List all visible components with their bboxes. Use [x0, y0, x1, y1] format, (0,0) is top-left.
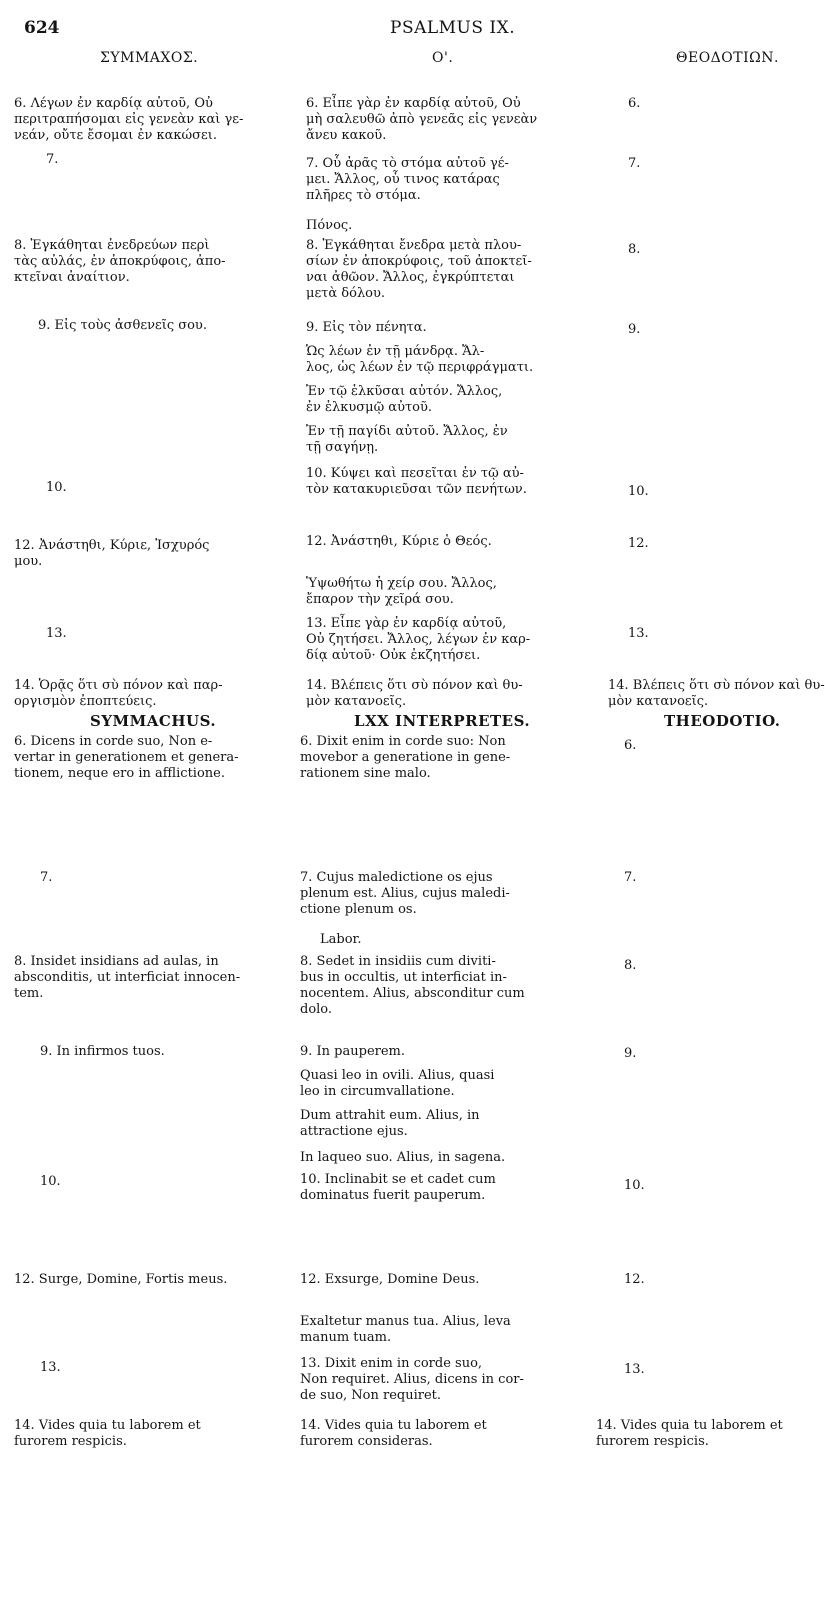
latin-theodotion-13: 13.: [624, 1362, 645, 1377]
col-title-symmachus-greek: ΣΥΜΜΑΧΟΣ.: [100, 50, 199, 66]
greek-symmachus-6: 6. Λέγων ἐν καρδίᾳ αὐτοῦ, Οὐ περιτραπήσομαι εἰς γενεὰν καὶ γε- νεάν, οὔτε ἔσομαι ἐν κακώσει.: [14, 96, 244, 143]
latin-lxx-10: 10. Inclinabit se et cadet cum dominatus fuerit pauperum.: [300, 1172, 496, 1203]
col-title-lxx-latin: LXX INTERPRETES.: [354, 712, 531, 730]
latin-theodotion-10: 10.: [624, 1178, 645, 1193]
latin-symmachus-8: 8. Insidet insidians ad aulas, in absconditis, ut interficiat innocen- tem.: [14, 954, 241, 1001]
latin-lxx-13: 13. Dixit enim in corde suo, Non requiret. Alius, dicens in cor- de suo, Non requiret.: [300, 1356, 524, 1403]
greek-theodotion-14: 14. Βλέπεις ὅτι σὺ πόνον καὶ θυ- μὸν κατανοεῖς.: [608, 678, 825, 709]
latin-lxx-labor: Labor.: [320, 932, 362, 947]
greek-lxx-9c: Ἐν τῇ παγίδι αὐτοῦ. Ἄλλος, ἐν τῇ σαγήνῃ.: [306, 424, 508, 455]
latin-lxx-12: 12. Exsurge, Domine Deus.: [300, 1272, 480, 1287]
greek-lxx-12: 12. Ἀνάστηθι, Κύριε ὁ Θεός.: [306, 534, 492, 549]
latin-theodotion-6: 6.: [624, 738, 637, 753]
greek-symmachus-13: 13.: [46, 626, 67, 641]
latin-lxx-8: 8. Sedet in insidiis cum diviti- bus in occultis, ut interficiat in- nocentem. Alius, absconditur cum dolo.: [300, 954, 525, 1017]
greek-symmachus-10: 10.: [46, 480, 67, 495]
greek-theodotion-7: 7.: [628, 156, 641, 171]
latin-theodotion-14: 14. Vides quia tu laborem et furorem respicis.: [596, 1418, 783, 1449]
greek-symmachus-7: 7.: [46, 152, 59, 167]
greek-symmachus-8: 8. Ἐγκάθηται ἐνεδρεύων περὶ τὰς αὐλάς, ἐν ἀποκρύφοις, ἀπο- κτεῖναι ἀναίτιον.: [14, 238, 226, 285]
latin-theodotion-8: 8.: [624, 958, 637, 973]
latin-lxx-9b: Dum attrahit eum. Alius, in attractione ejus.: [300, 1108, 480, 1139]
greek-theodotion-8: 8.: [628, 242, 641, 257]
latin-theodotion-9: 9.: [624, 1046, 637, 1061]
latin-symmachus-14: 14. Vides quia tu laborem et furorem respicis.: [14, 1418, 201, 1449]
latin-symmachus-12: 12. Surge, Domine, Fortis meus.: [14, 1272, 228, 1287]
latin-symmachus-7: 7.: [40, 870, 53, 885]
latin-theodotion-12: 12.: [624, 1272, 645, 1287]
greek-lxx-12a: Ὑψωθήτω ἡ χείρ σου. Ἄλλος, ἔπαρον τὴν χεῖρά σου.: [306, 576, 497, 607]
greek-symmachus-12: 12. Ἀνάστηθι, Κύριε, Ἰσχυρός μου.: [14, 538, 210, 569]
greek-lxx-13: 13. Εἶπε γὰρ ἐν καρδίᾳ αὐτοῦ, Οὐ ζητήσει. Ἄλλος, λέγων ἐν καρ- δίᾳ αὐτοῦ· Οὐκ ἐκζητήσει.: [306, 616, 531, 663]
greek-lxx-ponos: Πόνος.: [306, 218, 353, 233]
greek-symmachus-14: 14. Ὁρᾷς ὅτι σὺ πόνον καὶ παρ- οργισμὸν ἐποπτεύεις.: [14, 678, 223, 709]
col-title-theodotion-latin: THEODOTIO.: [664, 712, 781, 730]
col-title-lxx-greek: Ο'.: [432, 50, 454, 66]
greek-lxx-14: 14. Βλέπεις ὅτι σὺ πόνον καὶ θυ- μὸν κατανοεῖς.: [306, 678, 523, 709]
latin-lxx-12a: Exaltetur manus tua. Alius, leva manum tuam.: [300, 1314, 511, 1345]
latin-theodotion-7: 7.: [624, 870, 637, 885]
running-head: PSALMUS IX.: [390, 18, 516, 38]
greek-lxx-6: 6. Εἶπε γὰρ ἐν καρδίᾳ αὐτοῦ, Οὐ μὴ σαλευθῶ ἀπὸ γενεᾶς εἰς γενεὰν ἄνευ κακοῦ.: [306, 96, 538, 143]
greek-theodotion-6: 6.: [628, 96, 641, 111]
greek-lxx-9: 9. Εἰς τὸν πένητα.: [306, 320, 427, 335]
greek-theodotion-9: 9.: [628, 322, 641, 337]
latin-lxx-9a: Quasi leo in ovili. Alius, quasi leo in circumvallatione.: [300, 1068, 495, 1099]
col-title-theodotion-greek: ΘΕΟΔΟΤΙΩΝ.: [676, 50, 779, 66]
latin-symmachus-9: 9. In infirmos tuos.: [40, 1044, 165, 1059]
greek-theodotion-10: 10.: [628, 484, 649, 499]
greek-symmachus-9: 9. Εἰς τοὺς ἀσθενεῖς σου.: [38, 318, 207, 333]
latin-lxx-7: 7. Cujus maledictione os ejus plenum est. Alius, cujus maledi- ctione plenum os.: [300, 870, 510, 917]
latin-symmachus-10: 10.: [40, 1174, 61, 1189]
greek-lxx-8: 8. Ἐγκάθηται ἔνεδρα μετὰ πλου- σίων ἐν ἀποκρύφοις, τοῦ ἀποκτεῖ- ναι ἀθῶον. Ἄλλος, ἐγκρύπτεται μετὰ δόλου.: [306, 238, 532, 301]
latin-symmachus-6: 6. Dicens in corde suo, Non e- vertar in generationem et genera- tionem, neque ero in afflictione.: [14, 734, 239, 781]
greek-theodotion-12: 12.: [628, 536, 649, 551]
greek-lxx-9b: Ἐν τῷ ἑλκῦσαι αὐτόν. Ἄλλος, ἐν ἑλκυσμῷ αὐτοῦ.: [306, 384, 503, 415]
latin-lxx-9: 9. In pauperem.: [300, 1044, 406, 1059]
col-title-symmachus-latin: SYMMACHUS.: [90, 712, 217, 730]
latin-lxx-14: 14. Vides quia tu laborem et furorem consideras.: [300, 1418, 487, 1449]
greek-lxx-9a: Ὡς λέων ἐν τῇ μάνδρᾳ. Ἄλ- λος, ὡς λέων ἐν τῷ περιφράγματι.: [306, 344, 534, 375]
latin-lxx-9c: In laqueo suo. Alius, in sagena.: [300, 1150, 506, 1165]
greek-lxx-10: 10. Κύψει καὶ πεσεῖται ἐν τῷ αὐ- τὸν κατακυριεῦσαι τῶν πενήτων.: [306, 466, 527, 497]
latin-symmachus-13: 13.: [40, 1360, 61, 1375]
page-number: 624: [24, 18, 60, 38]
greek-lxx-7: 7. Οὗ ἀρᾶς τὸ στόμα αὐτοῦ γέ- μει. Ἄλλος, οὗ τινος κατάρας πλῆρες τὸ στόμα.: [306, 156, 509, 203]
latin-lxx-6: 6. Dixit enim in corde suo: Non movebor a generatione in gene- rationem sine malo.: [300, 734, 511, 781]
greek-theodotion-13: 13.: [628, 626, 649, 641]
